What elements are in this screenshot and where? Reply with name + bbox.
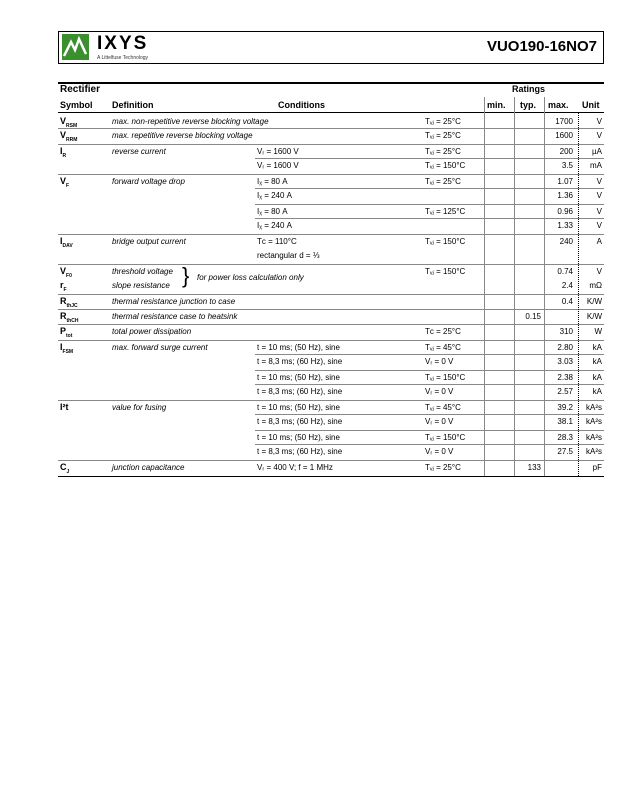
row-max: 1700 bbox=[555, 117, 573, 126]
row-max: 3.5 bbox=[561, 161, 573, 170]
symbol-main: V bbox=[60, 176, 67, 186]
column-separator bbox=[514, 97, 515, 476]
row-unit: kA bbox=[592, 387, 602, 396]
row-temperature: Tᵥⱼ = 150°C bbox=[425, 237, 466, 246]
col-max-header: max. bbox=[548, 100, 569, 110]
symbol-subscript: F bbox=[66, 182, 70, 189]
row-definition: max. non-repetitive reverse blocking voltage bbox=[112, 117, 269, 126]
row-definition: thermal resistance case to heatsink bbox=[112, 312, 238, 321]
row-definition: reverse current bbox=[112, 147, 166, 156]
unit-separator bbox=[578, 112, 579, 476]
symbol-main: V bbox=[60, 116, 67, 126]
row-rule bbox=[255, 370, 604, 371]
row-symbol bbox=[60, 326, 72, 339]
symbol-subscript: RSM bbox=[66, 122, 78, 129]
row-unit: A bbox=[596, 237, 602, 246]
row-symbol bbox=[60, 296, 78, 309]
row-condition: for power loss calculation only bbox=[197, 273, 304, 282]
row-rule bbox=[58, 174, 604, 175]
row-unit: V bbox=[596, 131, 602, 140]
row-rule bbox=[58, 340, 604, 341]
row-temperature: Tᵥⱼ = 25°C bbox=[425, 463, 461, 472]
row-max: 200 bbox=[559, 147, 573, 156]
symbol-subscript: J bbox=[66, 468, 70, 475]
row-temperature: Tᵥⱼ = 25°C bbox=[425, 131, 461, 140]
row-rule bbox=[255, 188, 604, 189]
row-symbol bbox=[60, 266, 72, 279]
row-temperature: Tᵥⱼ = 125°C bbox=[425, 207, 466, 216]
column-separator bbox=[484, 97, 485, 476]
symbol-main: R bbox=[60, 311, 67, 321]
col-symbol-header: Symbol bbox=[60, 100, 93, 110]
row-symbol bbox=[60, 116, 77, 129]
symbol-main: R bbox=[60, 296, 67, 306]
row-symbol bbox=[60, 311, 78, 324]
row-definition: value for fusing bbox=[112, 403, 167, 412]
row-condition: t = 10 ms; (50 Hz), sine bbox=[257, 373, 340, 382]
row-unit: kA²s bbox=[586, 417, 602, 426]
row-definition: thermal resistance junction to case bbox=[112, 297, 236, 306]
row-rule bbox=[58, 128, 604, 129]
row-definition: threshold voltage bbox=[112, 267, 173, 276]
row-condition: t = 10 ms; (50 Hz), sine bbox=[257, 343, 340, 352]
row-unit: kA²s bbox=[586, 447, 602, 456]
row-rule bbox=[255, 430, 604, 431]
col-definition-header: Definition bbox=[112, 100, 154, 110]
row-temperature: Tᵥⱼ = 150°C bbox=[425, 433, 466, 442]
row-max: 28.3 bbox=[557, 433, 573, 442]
row-max: 27.5 bbox=[557, 447, 573, 456]
row-unit: V bbox=[596, 221, 602, 230]
row-max: 1600 bbox=[555, 131, 573, 140]
row-unit: kA bbox=[592, 343, 602, 352]
symbol-subscript: R bbox=[62, 152, 67, 159]
row-temperature: Tᵥⱼ = 45°C bbox=[425, 403, 461, 412]
section-title: Rectifier bbox=[60, 84, 101, 95]
row-symbol bbox=[60, 176, 69, 189]
row-condition: t = 8,3 ms; (60 Hz), sine bbox=[257, 387, 343, 396]
row-max: 3.03 bbox=[557, 357, 573, 366]
symbol-subscript: F0 bbox=[66, 272, 72, 279]
table-bottom-rule bbox=[58, 476, 604, 477]
symbol-main: I²t bbox=[60, 402, 69, 412]
row-symbol bbox=[60, 280, 67, 293]
row-definition: max. forward surge current bbox=[112, 343, 208, 352]
row-unit: K/W bbox=[586, 312, 602, 321]
row-max: 0.4 bbox=[561, 297, 573, 306]
symbol-subscript: thJC bbox=[66, 302, 78, 309]
row-rule bbox=[255, 384, 604, 385]
brace-icon: } bbox=[182, 263, 190, 288]
row-definition: junction capacitance bbox=[112, 463, 185, 472]
row-max: 0.74 bbox=[557, 267, 573, 276]
ratings-label: Ratings bbox=[512, 84, 546, 94]
row-unit: pF bbox=[592, 463, 602, 472]
row-condition: Iᵪ = 80 A bbox=[257, 207, 288, 216]
row-rule bbox=[255, 414, 604, 415]
row-max: 240 bbox=[559, 237, 573, 246]
row-condition: Iᵪ = 80 A bbox=[257, 177, 288, 186]
row-temperature: Tᵥⱼ = 150°C bbox=[425, 373, 466, 382]
row-max: 2.38 bbox=[557, 373, 573, 382]
row-temperature: Tᵥⱼ = 150°C bbox=[425, 161, 466, 170]
row-rule bbox=[255, 218, 604, 219]
symbol-subscript: tot bbox=[66, 332, 73, 339]
symbol-main: r bbox=[60, 280, 64, 290]
col-typ-header: typ. bbox=[520, 100, 537, 110]
row-rule bbox=[255, 158, 604, 159]
row-condition: t = 8,3 ms; (60 Hz), sine bbox=[257, 357, 343, 366]
row-temperature: Tᵥⱼ = 25°C bbox=[425, 177, 461, 186]
row-unit: kA bbox=[592, 373, 602, 382]
symbol-subscript: thCH bbox=[66, 317, 79, 324]
row-condition: t = 8,3 ms; (60 Hz), sine bbox=[257, 447, 343, 456]
row-unit: kA bbox=[592, 357, 602, 366]
part-number: VUO190-16NO7 bbox=[486, 38, 597, 55]
row-temperature: Vᵣ = 0 V bbox=[425, 447, 454, 456]
row-typ: 133 bbox=[527, 463, 541, 472]
row-unit: V bbox=[596, 177, 602, 186]
symbol-subscript: FSM bbox=[62, 348, 74, 355]
col-conditions-header: Conditions bbox=[278, 100, 325, 110]
column-separator bbox=[544, 97, 545, 476]
row-condition: Tᴄ = 110°C bbox=[257, 237, 297, 246]
row-condition: Vᵣ = 400 V; f = 1 MHz bbox=[257, 463, 333, 472]
row-temperature: Tᵥⱼ = 25°C bbox=[425, 117, 461, 126]
symbol-main: I bbox=[60, 146, 63, 156]
row-condition: Vᵣ = 1600 V bbox=[257, 147, 299, 156]
symbol-subscript: RRM bbox=[66, 136, 78, 143]
symbol-main: C bbox=[60, 462, 67, 472]
row-max: 2.80 bbox=[557, 343, 573, 352]
row-rule bbox=[255, 204, 604, 205]
row-unit: kA²s bbox=[586, 433, 602, 442]
row-condition: Vᵣ = 1600 V bbox=[257, 161, 299, 170]
col-unit-header: Unit bbox=[582, 100, 600, 110]
symbol-subscript: F bbox=[63, 286, 67, 293]
symbol-main: P bbox=[60, 326, 67, 336]
row-rule bbox=[255, 444, 604, 445]
row-max: 310 bbox=[559, 327, 573, 336]
row-symbol bbox=[60, 462, 69, 475]
row-max: 39.2 bbox=[557, 403, 573, 412]
row-typ: 0.15 bbox=[525, 312, 541, 321]
row-symbol bbox=[60, 236, 73, 249]
row-temperature: Tᴄ = 25°C bbox=[425, 327, 461, 336]
row-symbol bbox=[60, 402, 69, 412]
row-condition: t = 10 ms; (50 Hz), sine bbox=[257, 403, 340, 412]
row-max: 2.57 bbox=[557, 387, 573, 396]
row-max: 38.1 bbox=[557, 417, 573, 426]
row-rule bbox=[58, 264, 604, 265]
symbol-main: I bbox=[60, 236, 63, 246]
row-temperature: Tᵥⱼ = 45°C bbox=[425, 343, 461, 352]
row-rule bbox=[58, 294, 604, 295]
symbol-main: V bbox=[60, 130, 67, 140]
row-unit: V bbox=[596, 191, 602, 200]
row-unit: kA²s bbox=[586, 403, 602, 412]
row-rule bbox=[58, 234, 604, 235]
symbol-main: V bbox=[60, 266, 67, 276]
row-unit: V bbox=[596, 267, 602, 276]
row-definition: forward voltage drop bbox=[112, 177, 185, 186]
row-unit: K/W bbox=[586, 297, 602, 306]
col-min-header: min. bbox=[487, 100, 506, 110]
row-rule bbox=[255, 354, 604, 355]
row-unit: V bbox=[596, 117, 602, 126]
row-max: 1.33 bbox=[557, 221, 573, 230]
row-rule bbox=[58, 324, 604, 325]
row-unit: mΩ bbox=[589, 281, 602, 290]
row-rule bbox=[58, 460, 604, 461]
ixys-logo-icon bbox=[62, 34, 89, 60]
header-rule bbox=[58, 112, 604, 113]
document-header bbox=[58, 31, 604, 64]
row-symbol bbox=[60, 146, 66, 159]
row-temperature: Tᵥⱼ = 25°C bbox=[425, 147, 461, 156]
row-max: 1.07 bbox=[557, 177, 573, 186]
row-temperature: Vᵣ = 0 V bbox=[425, 387, 454, 396]
row-condition: Iᵪ = 240 A bbox=[257, 191, 292, 200]
row-definition: slope resistance bbox=[112, 281, 170, 290]
row-unit: V bbox=[596, 207, 602, 216]
symbol-subscript: DAV bbox=[62, 242, 73, 249]
row-definition: bridge output current bbox=[112, 237, 186, 246]
row-temperature: Tᵥⱼ = 150°C bbox=[425, 267, 466, 276]
row-symbol bbox=[60, 130, 77, 143]
row-unit: W bbox=[594, 327, 602, 336]
row-temperature: Vᵣ = 0 V bbox=[425, 357, 454, 366]
symbol-main: I bbox=[60, 342, 63, 352]
row-symbol bbox=[60, 342, 73, 355]
row-max: 1.36 bbox=[557, 191, 573, 200]
row-condition: t = 10 ms; (50 Hz), sine bbox=[257, 433, 340, 442]
row-definition: total power dissipation bbox=[112, 327, 192, 336]
row-unit: µA bbox=[592, 147, 602, 156]
row-definition: max. repetitive reverse blocking voltage bbox=[112, 131, 253, 140]
row-condition: Iᵪ = 240 A bbox=[257, 221, 292, 230]
brand-name: IXYS bbox=[97, 33, 149, 54]
row-rule bbox=[58, 400, 604, 401]
row-condition: rectangular d = ⅓ bbox=[257, 251, 320, 260]
row-rule bbox=[58, 309, 604, 310]
row-rule bbox=[58, 144, 604, 145]
brand-tagline: A Littelfuse Technology bbox=[97, 55, 149, 61]
row-temperature: Vᵣ = 0 V bbox=[425, 417, 454, 426]
row-max: 2.4 bbox=[561, 281, 573, 290]
row-condition: t = 8,3 ms; (60 Hz), sine bbox=[257, 417, 343, 426]
row-unit: mA bbox=[590, 161, 602, 170]
row-max: 0.96 bbox=[557, 207, 573, 216]
